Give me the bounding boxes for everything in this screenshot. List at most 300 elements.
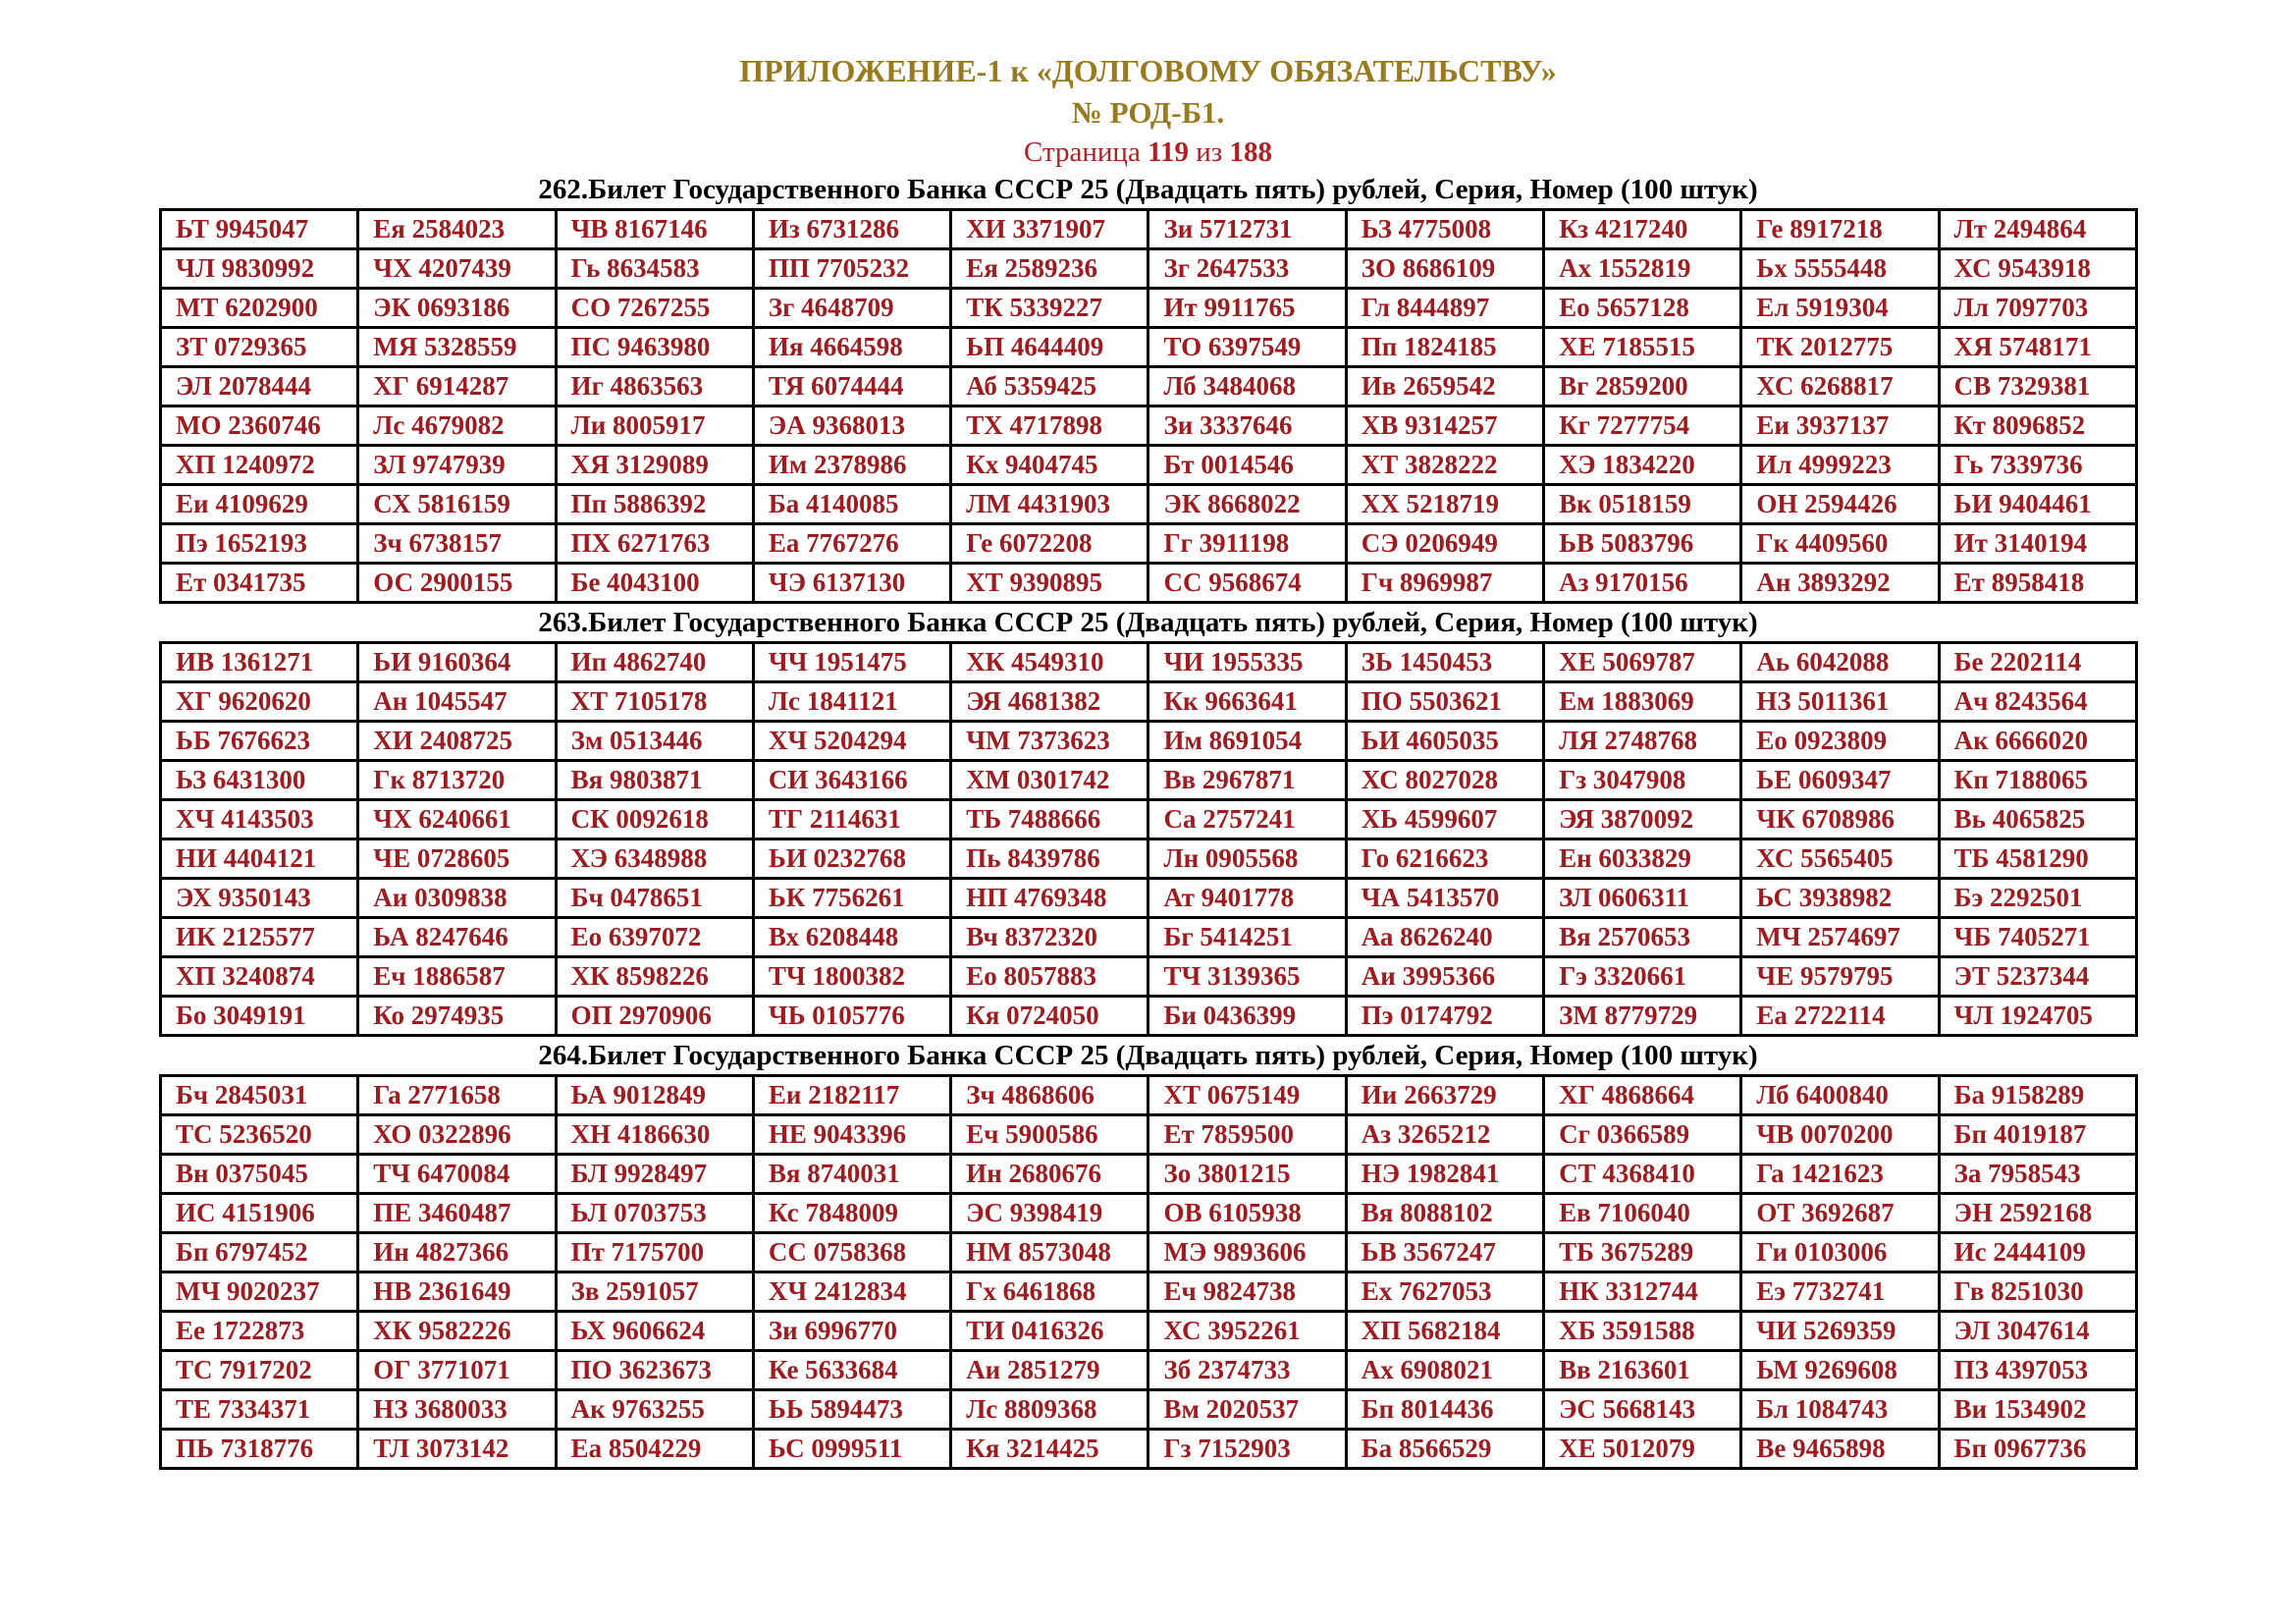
- serial-cell: Зг 4648709: [753, 289, 950, 328]
- serial-cell: ЗЬ 1450453: [1346, 643, 1543, 682]
- serial-cell: Гл 8444897: [1346, 289, 1543, 328]
- table-row: [161, 643, 2137, 682]
- serial-cell: ЗТ 0729365: [161, 328, 358, 367]
- serial-cell: ЬК 7756261: [753, 879, 950, 918]
- serial-cell: НИ 4404121: [161, 839, 358, 879]
- table-row: [161, 997, 2137, 1036]
- serial-cell: СВ 7329381: [1939, 367, 2136, 406]
- serial-cell: Ее 1722873: [161, 1312, 358, 1351]
- serial-cell: Гч 8969987: [1346, 564, 1543, 603]
- serial-cell: ХИ 2408725: [358, 722, 556, 761]
- serial-cell: ОГ 3771071: [358, 1351, 556, 1390]
- serial-cell: ОП 2970906: [556, 997, 753, 1036]
- serial-cell: Ба 4140085: [753, 485, 950, 524]
- serial-cell: ЧЕ 9579795: [1741, 957, 1939, 997]
- serial-cell: Га 1421623: [1741, 1155, 1939, 1194]
- serial-cell: ЬВ 3567247: [1346, 1233, 1543, 1272]
- serial-cell: ЧЕ 0728605: [358, 839, 556, 879]
- serial-cell: Аи 0309838: [358, 879, 556, 918]
- serial-cell: Еч 5900586: [951, 1115, 1148, 1155]
- serial-cell: Ия 4664598: [753, 328, 950, 367]
- serial-cell: Аь 6042088: [1741, 643, 1939, 682]
- table-row: [161, 564, 2137, 603]
- table-row: [161, 682, 2137, 722]
- serial-cell: Ах 1552819: [1544, 249, 1741, 289]
- serial-cell: ПО 3623673: [556, 1351, 753, 1390]
- serial-cell: Ел 5919304: [1741, 289, 1939, 328]
- serial-cell: ХО 0322896: [358, 1115, 556, 1155]
- serial-cell: Ея 2589236: [951, 249, 1148, 289]
- serial-cell: ЬА 9012849: [556, 1076, 753, 1115]
- table-row: [161, 1233, 2137, 1272]
- serial-cell: Иг 4863563: [556, 367, 753, 406]
- serial-cell: ЭК 0693186: [358, 289, 556, 328]
- table-row: [161, 1194, 2137, 1233]
- serial-cell: ХК 4549310: [951, 643, 1148, 682]
- serial-cell: ХГ 6914287: [358, 367, 556, 406]
- serial-cell: ЬЕ 0609347: [1741, 761, 1939, 800]
- serial-cell: Ил 4999223: [1741, 446, 1939, 485]
- serial-cell: Вв 2967871: [1148, 761, 1346, 800]
- serial-cell: ЧА 5413570: [1346, 879, 1543, 918]
- serial-cell: ИС 4151906: [161, 1194, 358, 1233]
- serial-cell: МО 2360746: [161, 406, 358, 446]
- serial-cell: Ит 9911765: [1148, 289, 1346, 328]
- serial-cell: СС 9568674: [1148, 564, 1346, 603]
- serial-cell: Кх 9404745: [951, 446, 1148, 485]
- table-row: [161, 957, 2137, 997]
- serial-cell: ЭН 2592168: [1939, 1194, 2136, 1233]
- serial-cell: ЧЛ 1924705: [1939, 997, 2136, 1036]
- serial-cell: ЬИ 4605035: [1346, 722, 1543, 761]
- serial-cell: Ге 6072208: [951, 524, 1148, 564]
- serial-cell: ХС 3952261: [1148, 1312, 1346, 1351]
- serial-cell: Ен 6033829: [1544, 839, 1741, 879]
- serial-cell: Ве 9465898: [1741, 1430, 1939, 1469]
- serial-cell: ЧЬ 0105776: [753, 997, 950, 1036]
- serial-cell: Ли 8005917: [556, 406, 753, 446]
- page-total-number: 188: [1229, 136, 1272, 168]
- serial-cell: Лн 0905568: [1148, 839, 1346, 879]
- serial-cell: Лт 2494864: [1939, 210, 2136, 249]
- serial-cell: МЯ 5328559: [358, 328, 556, 367]
- serial-cell: Зг 2647533: [1148, 249, 1346, 289]
- serial-cell: Ит 3140194: [1939, 524, 2136, 564]
- serial-cell: ЬВ 5083796: [1544, 524, 1741, 564]
- serial-cell: ХВ 9314257: [1346, 406, 1543, 446]
- table-row: [161, 485, 2137, 524]
- serial-cell: Вк 0518159: [1544, 485, 1741, 524]
- serial-cell: Гк 4409560: [1741, 524, 1939, 564]
- serial-cell: Кп 7188065: [1939, 761, 2136, 800]
- serial-cell: Ис 2444109: [1939, 1233, 2136, 1272]
- serial-cell: ЧЭ 6137130: [753, 564, 950, 603]
- serial-cell: Ко 2974935: [358, 997, 556, 1036]
- table-row: [161, 1272, 2137, 1312]
- serial-cell: ЭЯ 3870092: [1544, 800, 1741, 839]
- serial-cell: МЧ 2574697: [1741, 918, 1939, 957]
- serial-cell: ЬС 0999511: [753, 1430, 950, 1469]
- serial-cell: ЗЛ 0606311: [1544, 879, 1741, 918]
- serial-cell: ЧХ 6240661: [358, 800, 556, 839]
- serial-cell: ЬБ 7676623: [161, 722, 358, 761]
- serial-cell: Би 0436399: [1148, 997, 1346, 1036]
- serial-cell: ЬХ 9606624: [556, 1312, 753, 1351]
- serial-cell: Кз 4217240: [1544, 210, 1741, 249]
- serial-cell: Го 6216623: [1346, 839, 1543, 879]
- serial-cell: ОВ 6105938: [1148, 1194, 1346, 1233]
- serial-cell: Гх 6461868: [951, 1272, 1148, 1312]
- serial-cell: Бп 8014436: [1346, 1390, 1543, 1430]
- serial-cell: Лс 4679082: [358, 406, 556, 446]
- serial-cell: Гз 3047908: [1544, 761, 1741, 800]
- serial-cell: Ет 7859500: [1148, 1115, 1346, 1155]
- serial-cell: Гз 7152903: [1148, 1430, 1346, 1469]
- serial-cell: ЭК 8668022: [1148, 485, 1346, 524]
- serial-cell: Вь 4065825: [1939, 800, 2136, 839]
- table-row: [161, 879, 2137, 918]
- serial-cell: ЬИ 9160364: [358, 643, 556, 682]
- serial-cell: Ии 2663729: [1346, 1076, 1543, 1115]
- serial-cell: Еа 8504229: [556, 1430, 753, 1469]
- serial-cell: ХС 5565405: [1741, 839, 1939, 879]
- serial-cell: Гь 7339736: [1939, 446, 2136, 485]
- serial-cell: Бп 6797452: [161, 1233, 358, 1272]
- serial-cell: ЭЛ 2078444: [161, 367, 358, 406]
- serial-cell: ХЧ 2412834: [753, 1272, 950, 1312]
- serial-cell: Зи 3337646: [1148, 406, 1346, 446]
- serial-cell: ПС 9463980: [556, 328, 753, 367]
- serial-cell: Ео 8057883: [951, 957, 1148, 997]
- serial-cell: СС 0758368: [753, 1233, 950, 1272]
- serial-cell: ХМ 0301742: [951, 761, 1148, 800]
- serial-cell: ЭА 9368013: [753, 406, 950, 446]
- serial-cell: СТ 4368410: [1544, 1155, 1741, 1194]
- serial-cell: ЧВ 8167146: [556, 210, 753, 249]
- serial-cell: Пэ 0174792: [1346, 997, 1543, 1036]
- serial-cell: МЭ 9893606: [1148, 1233, 1346, 1272]
- serial-cell: Вя 8088102: [1346, 1194, 1543, 1233]
- appendix-title: ПРИЛОЖЕНИЕ-1 к «ДОЛГОВОМУ ОБЯЗАТЕЛЬСТВУ»: [739, 53, 1557, 88]
- serial-cell: ХТ 0675149: [1148, 1076, 1346, 1115]
- serial-cell: Ба 9158289: [1939, 1076, 2136, 1115]
- serial-cell: Ео 6397072: [556, 918, 753, 957]
- serial-cell: Ет 8958418: [1939, 564, 2136, 603]
- serial-cell: Ги 0103006: [1741, 1233, 1939, 1272]
- serial-cell: Вч 8372320: [951, 918, 1148, 957]
- table-row: [161, 1312, 2137, 1351]
- serial-cell: Аи 2851279: [951, 1351, 1148, 1390]
- page-indicator: [0, 134, 2296, 171]
- serial-cell: ЬЗ 4775008: [1346, 210, 1543, 249]
- serial-cell: Бп 0967736: [1939, 1430, 2136, 1469]
- serial-cell: ТО 6397549: [1148, 328, 1346, 367]
- serial-cell: Ах 6908021: [1346, 1351, 1543, 1390]
- serial-cell: Гь 8634583: [556, 249, 753, 289]
- serial-cell: НК 3312744: [1544, 1272, 1741, 1312]
- serial-table-263: [159, 641, 2138, 1037]
- serial-cell: Ео 5657128: [1544, 289, 1741, 328]
- serial-cell: Аа 8626240: [1346, 918, 1543, 957]
- serial-cell: Аз 9170156: [1544, 564, 1741, 603]
- serial-cell: Вн 0375045: [161, 1155, 358, 1194]
- table-row: [161, 722, 2137, 761]
- serial-cell: Еа 2722114: [1741, 997, 1939, 1036]
- serial-cell: ХК 9582226: [358, 1312, 556, 1351]
- serial-cell: ХГ 4868664: [1544, 1076, 1741, 1115]
- serial-cell: Сг 0366589: [1544, 1115, 1741, 1155]
- serial-cell: ТЬ 7488666: [951, 800, 1148, 839]
- serial-cell: ПЗ 4397053: [1939, 1351, 2136, 1390]
- serial-cell: Еэ 7732741: [1741, 1272, 1939, 1312]
- serial-cell: ТИ 0416326: [951, 1312, 1148, 1351]
- serial-cell: Ке 5633684: [753, 1351, 950, 1390]
- serial-cell: ЬЛ 0703753: [556, 1194, 753, 1233]
- serial-cell: Еа 7767276: [753, 524, 950, 564]
- serial-cell: ТЧ 1800382: [753, 957, 950, 997]
- serial-cell: Ак 6666020: [1939, 722, 2136, 761]
- serial-cell: ХЧ 4143503: [161, 800, 358, 839]
- serial-cell: ЬП 4644409: [951, 328, 1148, 367]
- serial-cell: ХЯ 5748171: [1939, 328, 2136, 367]
- serial-cell: Кк 9663641: [1148, 682, 1346, 722]
- serial-cell: ТХ 4717898: [951, 406, 1148, 446]
- serial-cell: Пэ 1652193: [161, 524, 358, 564]
- table-row: [161, 1076, 2137, 1115]
- serial-cell: ЗЛ 9747939: [358, 446, 556, 485]
- table-row: [161, 1390, 2137, 1430]
- serial-cell: ХС 6268817: [1741, 367, 1939, 406]
- serial-cell: Бе 4043100: [556, 564, 753, 603]
- serial-cell: Ба 8566529: [1346, 1430, 1543, 1469]
- serial-cell: Ви 1534902: [1939, 1390, 2136, 1430]
- serial-cell: НВ 2361649: [358, 1272, 556, 1312]
- serial-cell: ТЧ 6470084: [358, 1155, 556, 1194]
- serial-cell: ЬТ 9945047: [161, 210, 358, 249]
- serial-cell: Аи 3995366: [1346, 957, 1543, 997]
- serial-cell: ЧБ 7405271: [1939, 918, 2136, 957]
- serial-cell: ЧХ 4207439: [358, 249, 556, 289]
- table-row: [161, 1430, 2137, 1469]
- serial-cell: СО 7267255: [556, 289, 753, 328]
- serial-cell: Ин 2680676: [951, 1155, 1148, 1194]
- serial-cell: ЧИ 5269359: [1741, 1312, 1939, 1351]
- serial-cell: ОТ 3692687: [1741, 1194, 1939, 1233]
- serial-cell: Бл 1084743: [1741, 1390, 1939, 1430]
- serial-cell: Ев 7106040: [1544, 1194, 1741, 1233]
- table-row: [161, 289, 2137, 328]
- serial-cell: ПО 5503621: [1346, 682, 1543, 722]
- serial-cell: ХЭ 1834220: [1544, 446, 1741, 485]
- serial-cell: Пь 8439786: [951, 839, 1148, 879]
- serial-cell: ХП 3240874: [161, 957, 358, 997]
- serial-cell: СК 0092618: [556, 800, 753, 839]
- serial-cell: ЬИ 9404461: [1939, 485, 2136, 524]
- serial-cell: ОС 2900155: [358, 564, 556, 603]
- table-title-263: 263.Билет Государственного Банка СССР 25 (Двадцать пять) рублей, Серия, Номер (100 штук): [538, 607, 1758, 638]
- serial-cell: Бе 2202114: [1939, 643, 2136, 682]
- serial-cell: Гв 8251030: [1939, 1272, 2136, 1312]
- table-row: [161, 1115, 2137, 1155]
- serial-cell: Лл 7097703: [1939, 289, 2136, 328]
- table-row: [161, 249, 2137, 289]
- serial-cell: ХЕ 7185515: [1544, 328, 1741, 367]
- serial-cell: Ат 9401778: [1148, 879, 1346, 918]
- table-row: [161, 446, 2137, 485]
- serial-cell: Из 6731286: [753, 210, 950, 249]
- serial-cell: Бг 5414251: [1148, 918, 1346, 957]
- serial-cell: Гк 8713720: [358, 761, 556, 800]
- serial-cell: Зч 6738157: [358, 524, 556, 564]
- serial-cell: Еи 2182117: [753, 1076, 950, 1115]
- serial-cell: ХТ 7105178: [556, 682, 753, 722]
- serial-cell: Ив 2659542: [1346, 367, 1543, 406]
- serial-cell: Пп 1824185: [1346, 328, 1543, 367]
- table-row: [161, 761, 2137, 800]
- serial-cell: ЧВ 0070200: [1741, 1115, 1939, 1155]
- serial-cell: Зм 0513446: [556, 722, 753, 761]
- serial-cell: ТС 7917202: [161, 1351, 358, 1390]
- serial-cell: БЛ 9928497: [556, 1155, 753, 1194]
- serial-cell: ХБ 3591588: [1544, 1312, 1741, 1351]
- serial-cell: Еи 3937137: [1741, 406, 1939, 446]
- serial-cell: Гэ 3320661: [1544, 957, 1741, 997]
- serial-cell: ХТ 3828222: [1346, 446, 1543, 485]
- serial-cell: ХП 1240972: [161, 446, 358, 485]
- serial-cell: НЗ 3680033: [358, 1390, 556, 1430]
- serial-cell: Вм 2020537: [1148, 1390, 1346, 1430]
- serial-cell: ХЯ 3129089: [556, 446, 753, 485]
- serial-cell: ИВ 1361271: [161, 643, 358, 682]
- serial-cell: Бп 4019187: [1939, 1115, 2136, 1155]
- serial-table-264: [159, 1074, 2138, 1470]
- table-row: [161, 918, 2137, 957]
- serial-cell: ЬА 8247646: [358, 918, 556, 957]
- serial-cell: ЭЯ 4681382: [951, 682, 1148, 722]
- serial-cell: Вя 9803871: [556, 761, 753, 800]
- serial-cell: СИ 3643166: [753, 761, 950, 800]
- serial-cell: ТЛ 3073142: [358, 1430, 556, 1469]
- serial-cell: Им 8691054: [1148, 722, 1346, 761]
- serial-cell: Еи 4109629: [161, 485, 358, 524]
- serial-cell: Бо 3049191: [161, 997, 358, 1036]
- serial-cell: Ео 0923809: [1741, 722, 1939, 761]
- table-title-262: 262.Билет Государственного Банка СССР 25 (Двадцать пять) рублей, Серия, Номер (100 штук): [538, 174, 1758, 205]
- serial-cell: ПЕ 3460487: [358, 1194, 556, 1233]
- serial-cell: Ет 0341735: [161, 564, 358, 603]
- serial-cell: Вв 2163601: [1544, 1351, 1741, 1390]
- serial-cell: НМ 8573048: [951, 1233, 1148, 1272]
- serial-cell: ПЬ 7318776: [161, 1430, 358, 1469]
- serial-cell: ТЧ 3139365: [1148, 957, 1346, 997]
- serial-cell: МЧ 9020237: [161, 1272, 358, 1312]
- serial-cell: Са 2757241: [1148, 800, 1346, 839]
- serial-cell: ЧИ 1955335: [1148, 643, 1346, 682]
- serial-cell: Ан 3893292: [1741, 564, 1939, 603]
- serial-cell: Зб 2374733: [1148, 1351, 1346, 1390]
- serial-cell: ЧК 6708986: [1741, 800, 1939, 839]
- serial-cell: ТК 2012775: [1741, 328, 1939, 367]
- serial-cell: Лс 1841121: [753, 682, 950, 722]
- serial-cell: ТК 5339227: [951, 289, 1148, 328]
- serial-cell: Ин 4827366: [358, 1233, 556, 1272]
- serial-cell: ЬИ 0232768: [753, 839, 950, 879]
- serial-cell: Им 2378986: [753, 446, 950, 485]
- serial-cell: ЧЛ 9830992: [161, 249, 358, 289]
- serial-cell: ТЯ 6074444: [753, 367, 950, 406]
- serial-cell: ТЕ 7334371: [161, 1390, 358, 1430]
- serial-cell: ХЧ 5204294: [753, 722, 950, 761]
- serial-cell: ЭЛ 3047614: [1939, 1312, 2136, 1351]
- serial-cell: Кг 7277754: [1544, 406, 1741, 446]
- serial-cell: Зч 4868606: [951, 1076, 1148, 1115]
- serial-cell: ХП 5682184: [1346, 1312, 1543, 1351]
- serial-cell: ЭХ 9350143: [161, 879, 358, 918]
- serial-cell: Ех 7627053: [1346, 1272, 1543, 1312]
- serial-cell: ЬМ 9269608: [1741, 1351, 1939, 1390]
- serial-cell: Ея 2584023: [358, 210, 556, 249]
- serial-cell: Еч 1886587: [358, 957, 556, 997]
- table-row: [161, 210, 2137, 249]
- serial-cell: ХС 8027028: [1346, 761, 1543, 800]
- serial-cell: Вя 2570653: [1544, 918, 1741, 957]
- serial-cell: ХЭ 6348988: [556, 839, 753, 879]
- serial-table-262: [159, 208, 2138, 604]
- serial-cell: ХС 9543918: [1939, 249, 2136, 289]
- serial-cell: ХГ 9620620: [161, 682, 358, 722]
- serial-cell: ТБ 3675289: [1544, 1233, 1741, 1272]
- serial-cell: Вя 8740031: [753, 1155, 950, 1194]
- table-row: [161, 406, 2137, 446]
- serial-cell: Пп 5886392: [556, 485, 753, 524]
- serial-cell: Аб 5359425: [951, 367, 1148, 406]
- serial-cell: ХЬ 4599607: [1346, 800, 1543, 839]
- table-row: [161, 800, 2137, 839]
- serial-cell: ЗМ 8779729: [1544, 997, 1741, 1036]
- serial-cell: Вх 6208448: [753, 918, 950, 957]
- serial-cell: Лб 3484068: [1148, 367, 1346, 406]
- table-row: [161, 839, 2137, 879]
- serial-cell: Ан 1045547: [358, 682, 556, 722]
- serial-cell: Еч 9824738: [1148, 1272, 1346, 1312]
- serial-cell: ХИ 3371907: [951, 210, 1148, 249]
- document-number: № РОД-Б1.: [1071, 95, 1225, 130]
- serial-cell: ЧЧ 1951475: [753, 643, 950, 682]
- serial-cell: ЭС 5668143: [1544, 1390, 1741, 1430]
- page-word: Страница: [1024, 136, 1141, 168]
- serial-cell: Бч 2845031: [161, 1076, 358, 1115]
- page-current-number: 119: [1148, 136, 1189, 168]
- serial-cell: СЭ 0206949: [1346, 524, 1543, 564]
- table-row: [161, 524, 2137, 564]
- serial-cell: ЬЗ 6431300: [161, 761, 358, 800]
- serial-cell: Ип 4862740: [556, 643, 753, 682]
- serial-cell: Кя 0724050: [951, 997, 1148, 1036]
- serial-cell: Бч 0478651: [556, 879, 753, 918]
- serial-cell: ПП 7705232: [753, 249, 950, 289]
- serial-cell: Лб 6400840: [1741, 1076, 1939, 1115]
- serial-cell: НП 4769348: [951, 879, 1148, 918]
- serial-cell: ХН 4186630: [556, 1115, 753, 1155]
- serial-cell: Кя 3214425: [951, 1430, 1148, 1469]
- serial-cell: ПХ 6271763: [556, 524, 753, 564]
- serial-cell: За 7958543: [1939, 1155, 2136, 1194]
- serial-cell: Га 2771658: [358, 1076, 556, 1115]
- serial-cell: ТГ 2114631: [753, 800, 950, 839]
- table-row: [161, 367, 2137, 406]
- serial-cell: Аз 3265212: [1346, 1115, 1543, 1155]
- serial-cell: ИК 2125577: [161, 918, 358, 957]
